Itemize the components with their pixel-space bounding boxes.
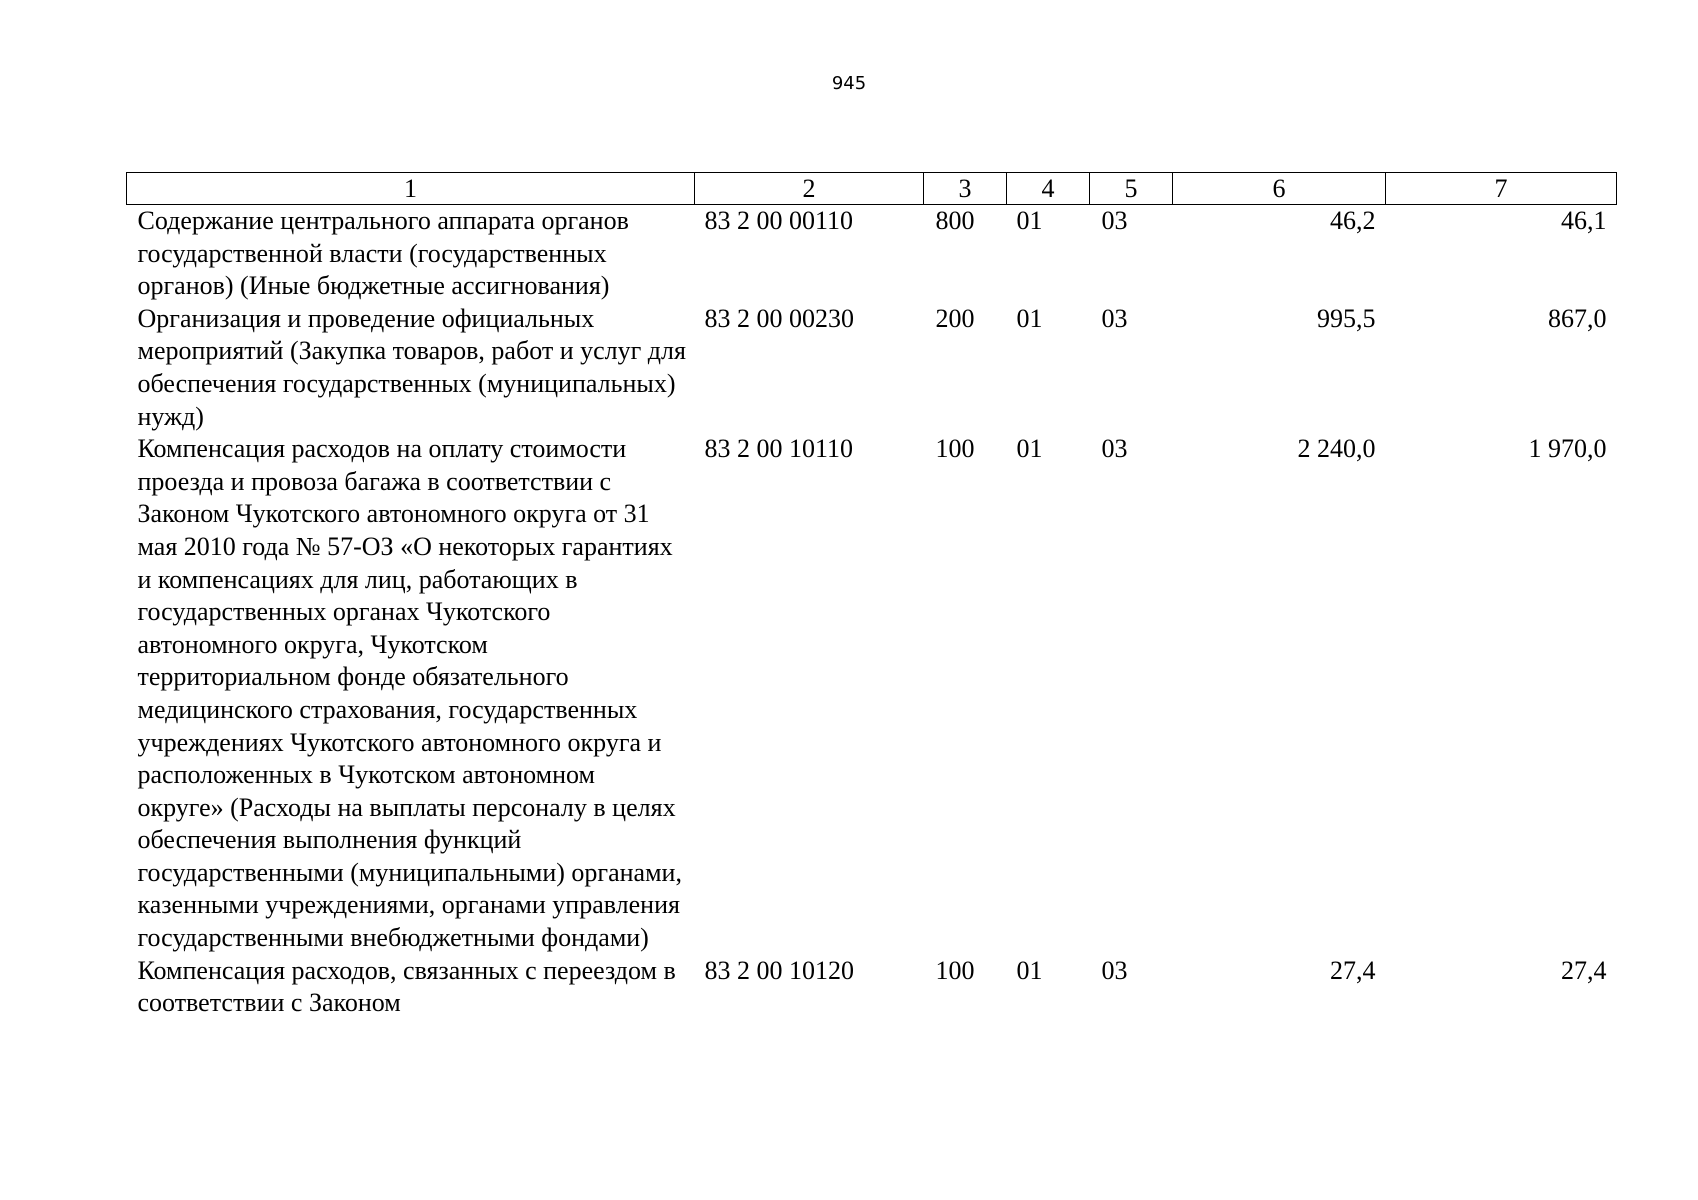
column-header-2: 2: [695, 173, 924, 205]
row-value-1: 27,4: [1330, 955, 1376, 985]
table-body: [127, 205, 1617, 1020]
row-section: 01: [1016, 303, 1043, 333]
row-value-1: 46,2: [1330, 206, 1376, 235]
column-header-7: 7: [1386, 173, 1617, 205]
column-header-6: 6: [1173, 173, 1386, 205]
row-code: 83 2 00 10120: [704, 955, 854, 985]
row-subsection: 03: [1101, 955, 1128, 985]
row-subsection: 03: [1101, 206, 1128, 235]
page-number: 945: [831, 73, 867, 94]
table-row: [127, 303, 1617, 433]
row-code: 83 2 00 00230: [704, 303, 854, 333]
row-value-2: 46,1: [1561, 206, 1607, 235]
column-header-1: 1: [127, 173, 695, 205]
row-name: Организация и проведение официальных мероприятий (Закупка товаров, работ и услуг для обеспечения государственных (муниципальных) нужд): [137, 303, 686, 431]
row-expense-type: 200: [935, 303, 975, 333]
table-row: [127, 433, 1617, 955]
column-header-5: 5: [1090, 173, 1173, 205]
row-name: Содержание центрального аппарата органов государственной власти (государственных органов) (Иные бюджетные ассигнования): [137, 206, 629, 301]
row-value-2: 1 970,0: [1528, 434, 1607, 464]
budget-table: [126, 172, 1617, 1020]
row-value-2: 27,4: [1561, 955, 1607, 985]
row-name: Компенсация расходов на оплату стоимости проезда и провоза багажа в соответствии с Законом Чукотского автономного округа от 31 мая 2010 года № 57-ОЗ «О некоторых гарантиях и компенсациях для лиц, работающих в государственных органах Чукотского автономного округа, Чукотском территориальном фонде обязательного медицинского страхования, государственных учреждениях Чукотского автономного округа и расположенных в Чукотском автономном округе» (Расходы на выплаты персоналу в целях обеспечения выполнения функций государственными (муниципальными) органами, казенными учреждениями, органами управления государственными внебюджетными фондами): [137, 434, 682, 953]
table-header: [127, 173, 1617, 205]
row-subsection: 03: [1101, 303, 1128, 333]
header-row: [127, 173, 1617, 205]
row-value-1: 2 240,0: [1297, 434, 1376, 464]
column-header-3: 3: [924, 173, 1007, 205]
row-subsection: 03: [1101, 434, 1128, 464]
table-row: [127, 955, 1617, 1020]
row-code: 83 2 00 00110: [704, 206, 854, 235]
row-section: 01: [1016, 206, 1043, 235]
row-value-1: 995,5: [1317, 303, 1376, 333]
row-expense-type: 100: [935, 434, 975, 464]
row-section: 01: [1016, 955, 1043, 985]
row-expense-type: 100: [935, 955, 975, 985]
row-name: Компенсация расходов, связанных с переездом в соответствии с Законом: [137, 955, 676, 1018]
row-expense-type: 800: [935, 206, 975, 235]
row-section: 01: [1016, 434, 1043, 464]
column-header-4: 4: [1007, 173, 1090, 205]
row-value-2: 867,0: [1548, 303, 1607, 333]
table-row: [127, 205, 1617, 303]
row-code: 83 2 00 10110: [704, 434, 854, 464]
